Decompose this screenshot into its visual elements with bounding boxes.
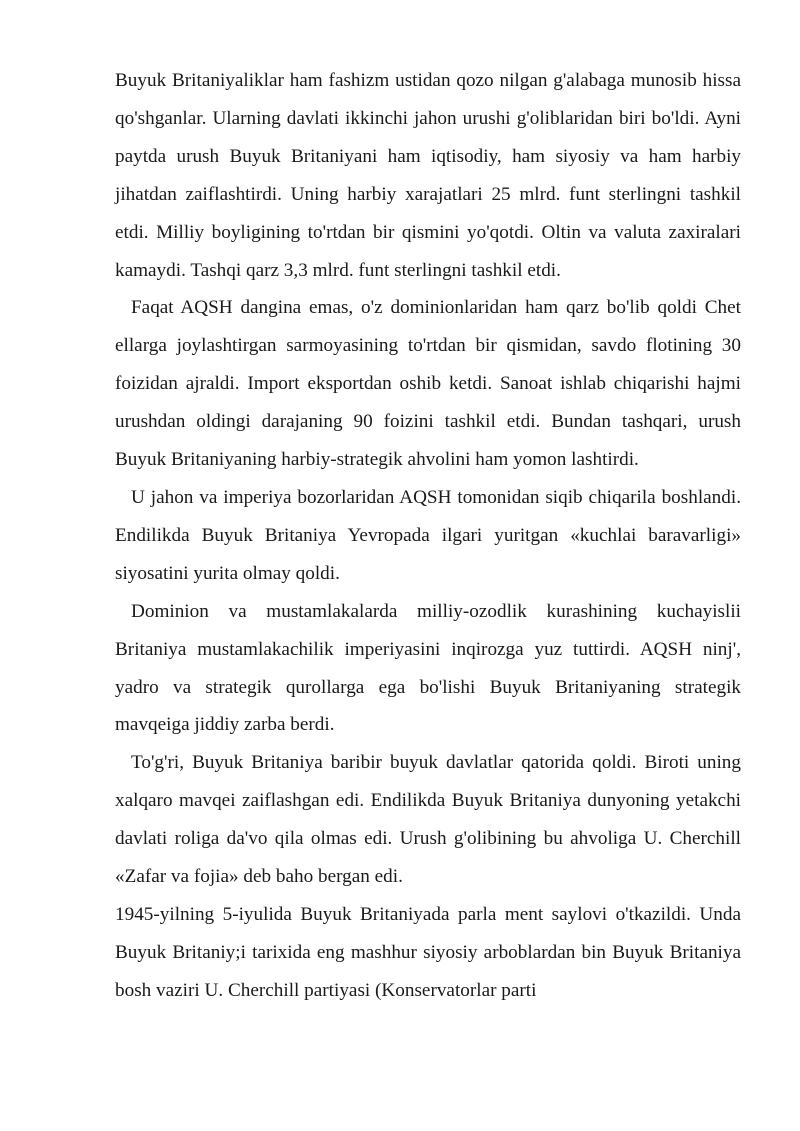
paragraph-1: Buyuk Britaniyaliklar ham fashizm ustidan qozo nilgan g'alabaga munosib hissa qo'shganlar. Ularning davlati ikkinchi jahon urushi g'oliblaridan biri bo'ldi. Ayni paytda urush Buyuk Britaniyani ham iqtisodiy, ham siyosiy va ham harbiy jihatdan zaiflashtirdi. Uning harbiy xarajatlari 25 mlrd. funt sterlingni tashkil etdi. Milliy boyligining to'rtdan bir qismini yo'qotdi. Oltin va valuta zaxiralari kamaydi. Tashqi qarz 3,3 mlrd. funt sterlingni tashkil etdi. <box>115 70 741 281</box>
paragraph-6: 1945-yilning 5-iyulida Buyuk Britaniyada parla ment saylovi o'tkazildi. Unda Buyuk Britaniy;i tarixida eng mashhur siyosiy arboblardan bin Buyuk Britaniya bosh vaziri U. Cherchill partiyasi (Konservatorlar parti <box>115 903 741 1001</box>
paragraph-2: Faqat AQSH dangina emas, o'z dominionlaridan ham qarz bo'lib qoldi Chet ellarga joylashtirgan sarmoyasining to'rtdan bir qismidan, savdo flotining 30 foizidan ajraldi. Import eksportdan oshib ketdi. Sanoat ishlab chiqarishi hajmi urushdan oldingi darajaning 90 foizini tashkil etdi. Bundan tashqari, urush Buyuk Britaniyaning harbiy-strategik ahvolini ham yomon lashtirdi. <box>115 297 741 471</box>
document-page <box>115 62 741 1010</box>
paragraph-5: To'g'ri, Buyuk Britaniya baribir buyuk davlatlar qatorida qoldi. Biroti uning xalqaro mavqei zaiflashgan edi. Endilikda Buyuk Britaniya dunyoning yetakchi davlati roliga da'vo qila olmas edi. Urush g'olibining bu ahvoliga U. Cherchill «Zafar va fojia» deb baho bergan edi. <box>115 752 741 888</box>
paragraph-4: Dominion va mustamlakalarda milliy-ozodlik kurashining kuchayislii Britaniya mustamlakachilik imperiyasini inqirozga yuz tuttirdi. AQSH ninj', yadro va strategik qurollarga ega bo'lishi Buyuk Britaniyaning strategik mavqeiga jiddiy zarba berdi. <box>115 600 741 736</box>
paragraph-3: U jahon va imperiya bozorlaridan AQSH tomonidan siqib chiqarila boshlandi. Endilikda Buyuk Britaniya Yevropada ilgari yuritgan «kuchlai baravarligi» siyosatini yurita olmay qoldi. <box>115 486 741 584</box>
